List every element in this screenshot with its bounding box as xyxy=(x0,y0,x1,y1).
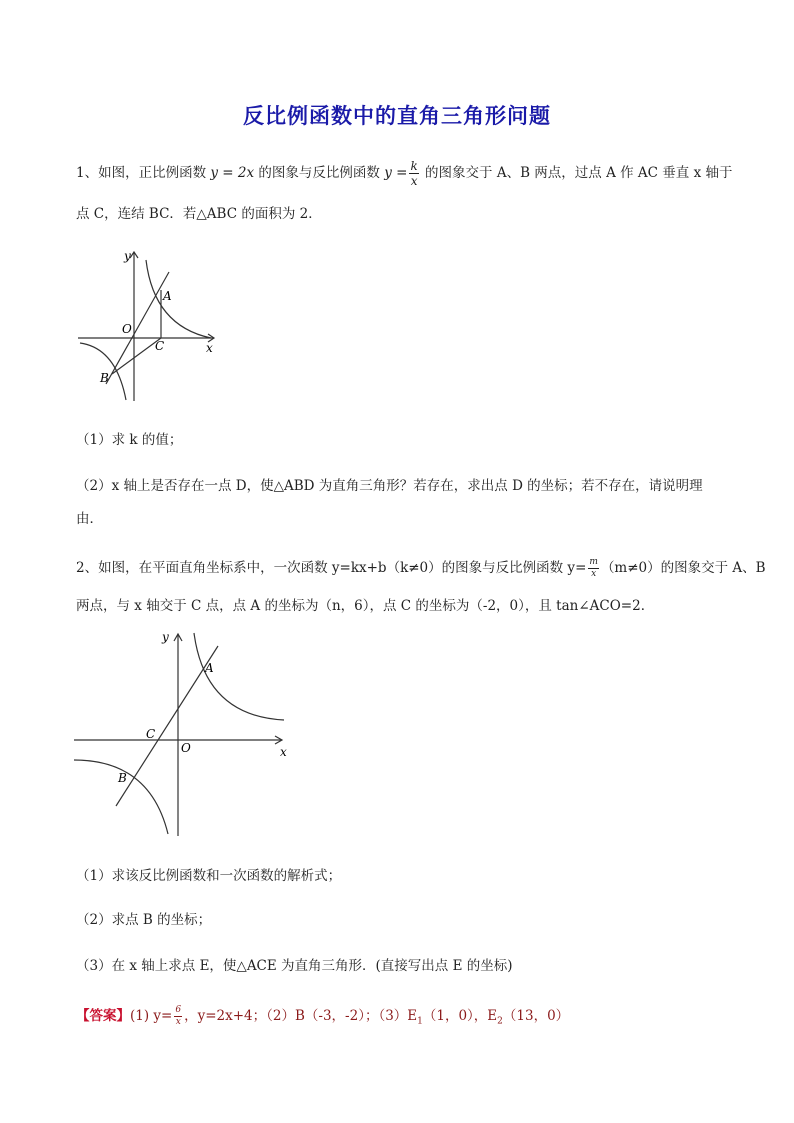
fig2-label-a: A xyxy=(205,661,214,675)
fig1-segment-bc xyxy=(112,338,161,374)
fig2-label-b: B xyxy=(118,771,127,785)
problem2-figure xyxy=(70,628,300,840)
fig2-label-y: y xyxy=(162,630,169,644)
problem1-question-2-line1: （2）x 轴上是否存在一点 D，使△ABD 为直角三角形？若存在，求出点 D 的坐标；若不存在，请说明理 xyxy=(76,478,703,494)
p1-inverse-y: y = xyxy=(384,165,408,181)
answer-part1-a: (1) y= xyxy=(130,1008,173,1024)
p1-proportional-function: y = 2x xyxy=(210,165,255,181)
answer-fraction-6-over-x xyxy=(174,1006,182,1027)
problem2-question-3: （3）在 x 轴上求点 E，使△ACE 为直角三角形．(直接写出点 E 的坐标) xyxy=(76,958,513,974)
fig1-label-a: A xyxy=(163,289,172,303)
p1-frac-den: x xyxy=(410,174,418,188)
p2-frac-den: x xyxy=(591,569,597,579)
fig1-line-y-2x xyxy=(106,272,169,384)
fig2-hyperbola-branch-1 xyxy=(194,633,284,720)
fig2-label-o: O xyxy=(181,741,191,755)
p2-fraction-m-over-x xyxy=(588,558,599,579)
p1-text-c: 的图象交于 A、B 两点，过点 A 作 AC 垂直 x 轴于 xyxy=(425,165,733,181)
problem2-statement-line2: 两点，与 x 轴交于 C 点，点 A 的坐标为（n，6），点 C 的坐标为（-2，0），且 tan∠ACO=2． xyxy=(76,598,655,614)
problem2-statement-line1 xyxy=(76,556,766,579)
problem2-question-1: （1）求该反比例函数和一次函数的解析式； xyxy=(76,868,342,884)
p1-fraction-k-over-x xyxy=(409,160,418,187)
answer-frac-den: x xyxy=(175,1017,181,1027)
p1-text-a: 1、如图，正比例函数 xyxy=(76,165,207,181)
answer-line xyxy=(76,1004,569,1027)
problem1-question-2-line2: 由． xyxy=(76,511,103,527)
fig2-line xyxy=(116,646,218,806)
answer-sub-1: 1 xyxy=(417,1016,423,1027)
p2-frac-num: m xyxy=(589,557,598,567)
fig1-label-y: y xyxy=(124,249,131,263)
fig1-label-o: O xyxy=(122,322,132,336)
answer-sub-2: 2 xyxy=(497,1016,503,1027)
p2-text-b: （m≠0）的图象交于 A、B xyxy=(600,560,766,576)
p1-text-b: 的图象与反比例函数 xyxy=(258,165,380,181)
problem1-statement-line2: 点 C，连结 BC．若△ABC 的面积为 2． xyxy=(76,206,322,222)
fig1-hyperbola-branch-1 xyxy=(146,260,211,338)
answer-part3-a: （1，0），E xyxy=(422,1008,498,1024)
answer-part1-b: ，y=2x+4；（2）B（-3，-2）；（3）E xyxy=(184,1008,418,1024)
p1-frac-num: k xyxy=(410,159,418,173)
problem1-question-1: （1）求 k 的值； xyxy=(76,432,183,448)
fig2-label-x: x xyxy=(280,745,287,759)
problem2-question-2: （2）求点 B 的坐标； xyxy=(76,912,212,928)
answer-tag: 【答案】 xyxy=(76,1008,130,1024)
problem1-figure xyxy=(76,246,226,406)
answer-frac-num: 6 xyxy=(175,1005,182,1015)
fig1-label-x: x xyxy=(206,341,213,355)
fig1-label-c: C xyxy=(155,339,165,353)
fig1-label-b: B xyxy=(100,371,109,385)
fig2-label-c: C xyxy=(146,727,156,741)
problem1-statement-line1 xyxy=(76,160,732,187)
p2-text-a: 2、如图，在平面直角坐标系中，一次函数 y=kx+b（k≠0）的图象与反比例函数 y= xyxy=(76,560,587,576)
answer-part3-b: （13，0） xyxy=(502,1008,570,1024)
page-title: 反比例函数中的直角三角形问题 xyxy=(243,104,551,128)
